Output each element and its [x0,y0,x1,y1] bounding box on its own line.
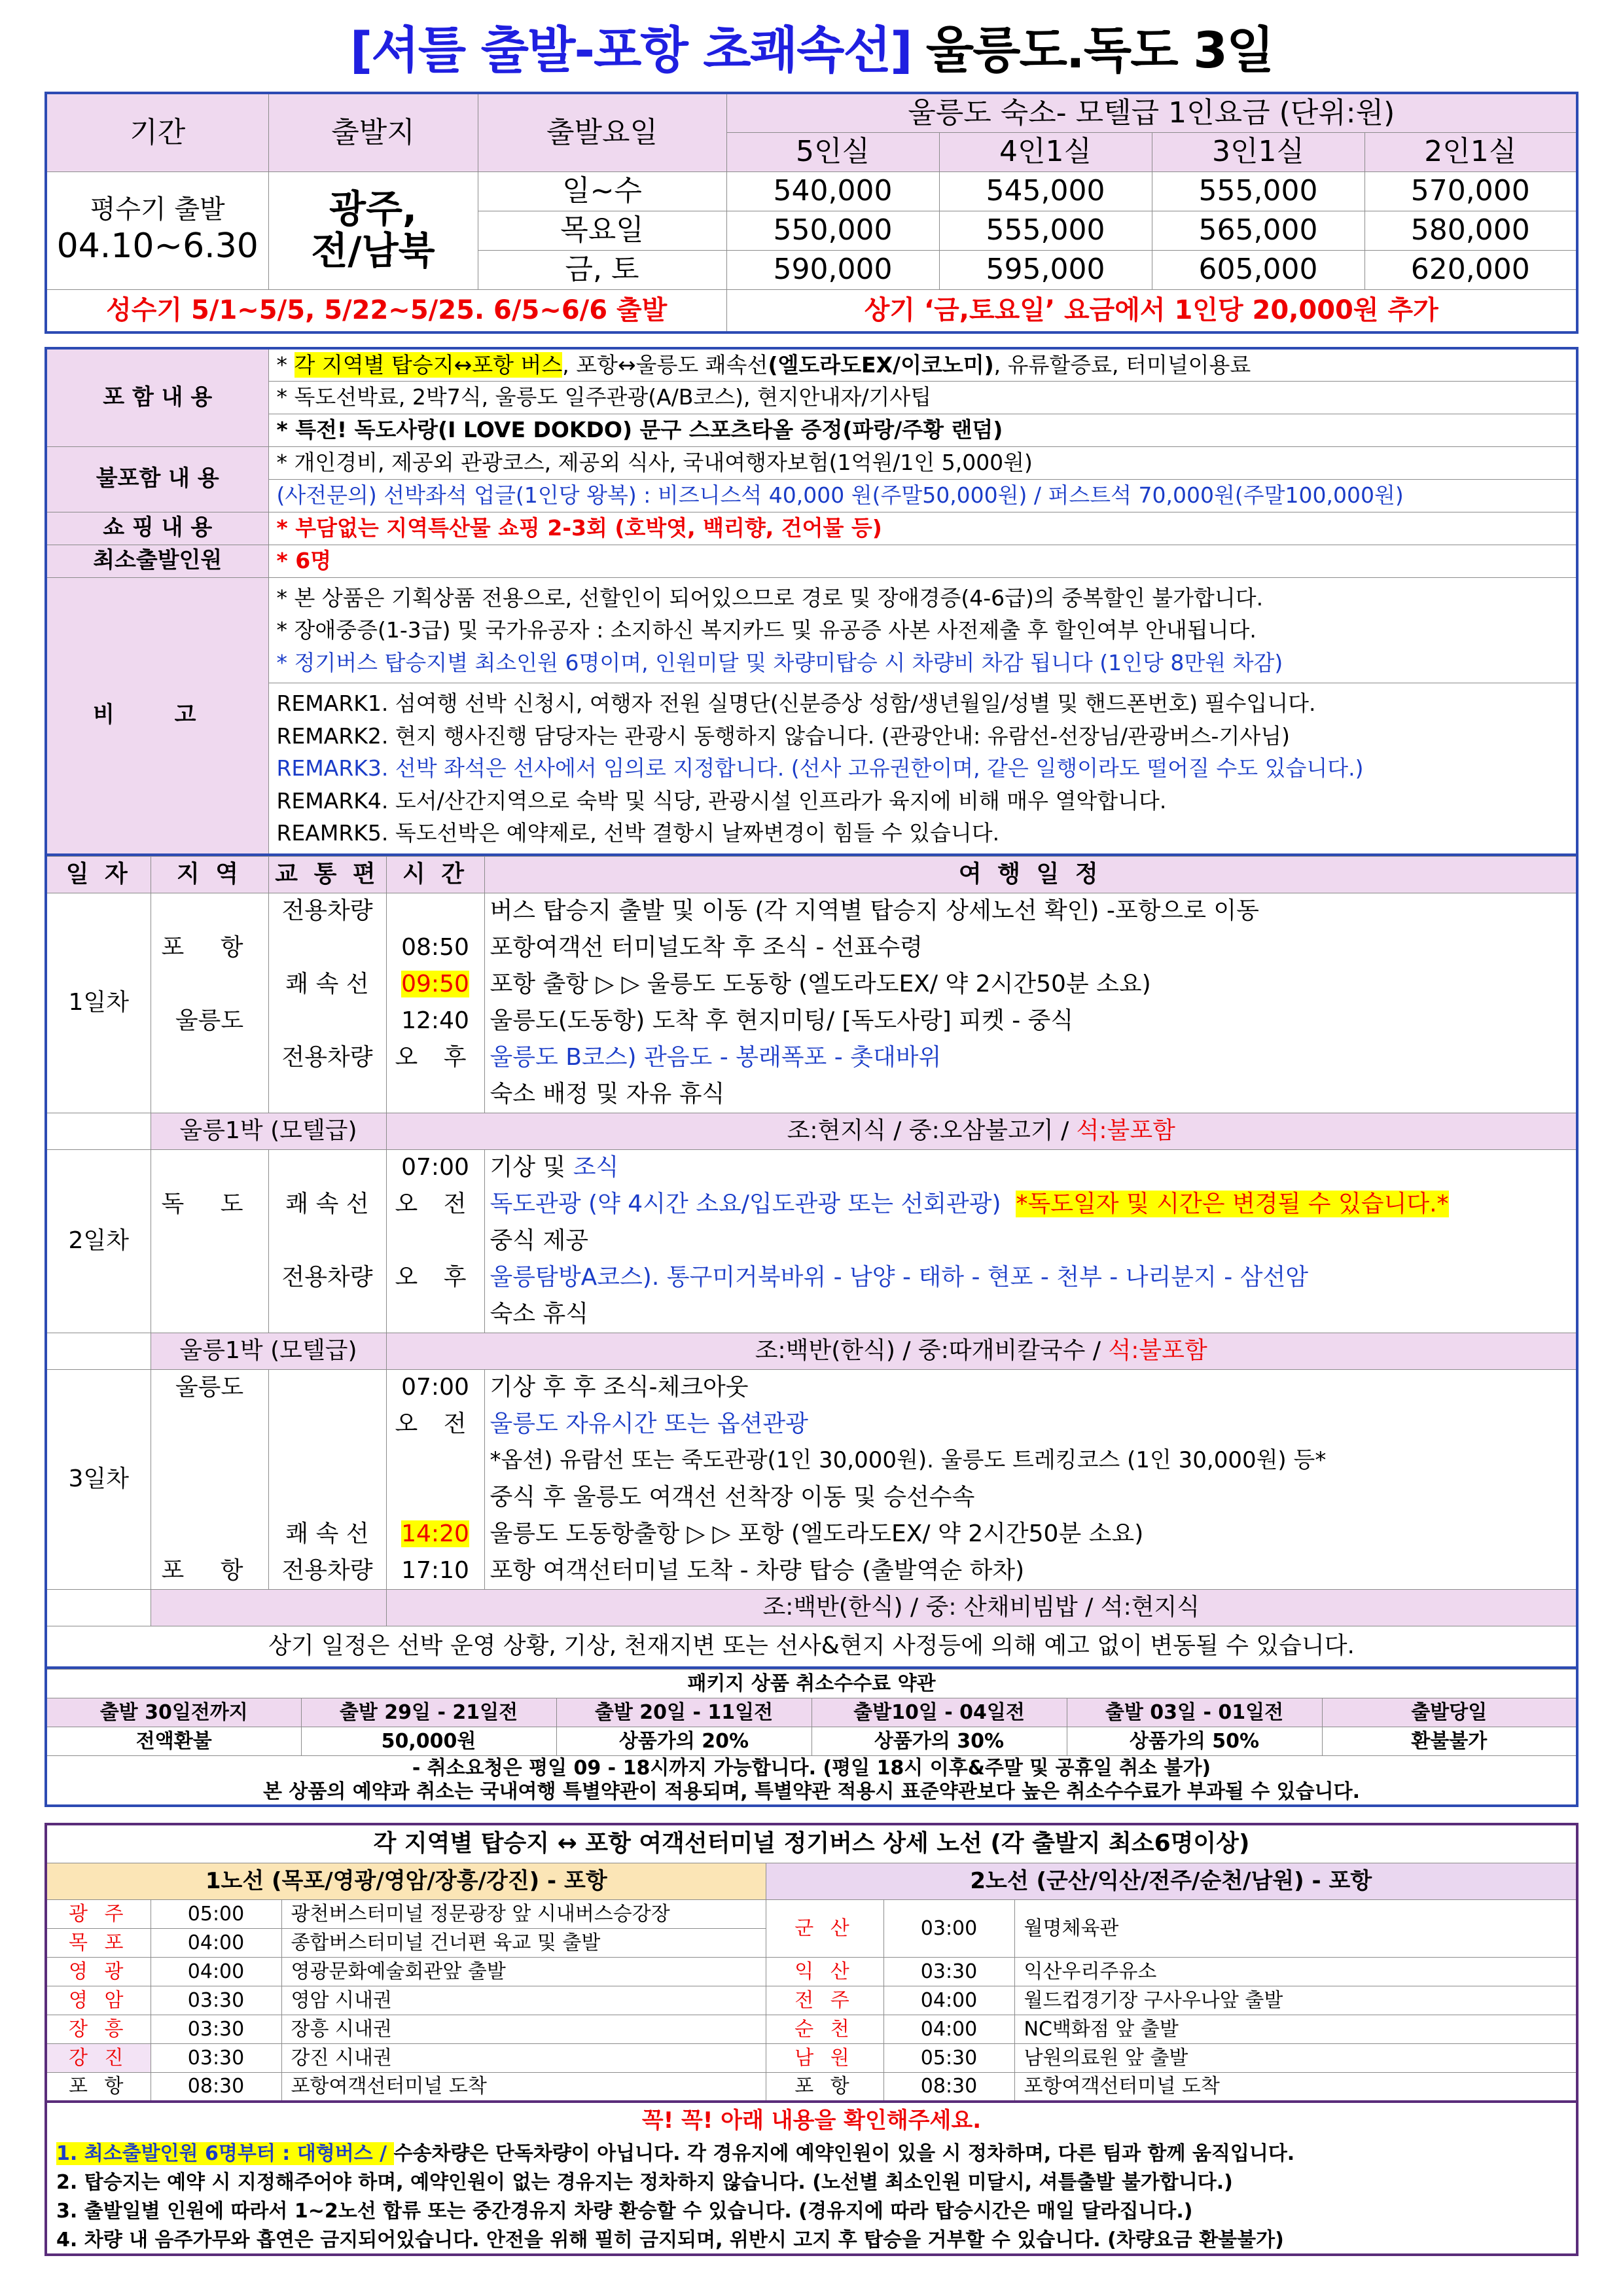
meal-dinner: 석:불포함 [1108,1337,1207,1365]
itinerary-cell: 숙소 휴식 [484,1296,1577,1333]
period-cell [46,171,268,289]
remark-line: REMARK3. 선박 좌석은 선사에서 임의로 지정합니다. (선사 고유권한이며, 같은 일행이라도 떨어질 수도 있습니다.) [276,755,1364,781]
time-cell [386,1443,484,1479]
stop-place: 익산우리주유소 [1014,1958,1577,1986]
notice-text: 수송차량은 단독차량이 아닙니다. 각 경유지에 예약인원이 있을 시 정차하며, 다른 팀과 함께 움직입니다. [393,2142,1295,2165]
price-cell: 620,000 [1364,250,1577,289]
info-table [45,347,1578,856]
cancel-title: 패키지 상품 취소수수료 약관 [46,1670,1577,1698]
itinerary-cell: 울릉도 B코스) 관음도 - 봉래폭포 - 촛대바위 [484,1039,1577,1076]
min-text: * 6명 [268,545,1577,577]
region-cell [151,893,268,929]
stop-time: 04:00 [883,1986,1014,2015]
th-room-5: 5인실 [726,132,939,171]
region-cell [151,1296,268,1333]
region-cell [151,1479,268,1516]
region-cell: 울릉도 [151,1369,268,1406]
transport-cell [268,1223,386,1259]
stop-city: 강 진 [46,2044,151,2073]
remark-block [268,683,1577,855]
region-cell: 포 항 [151,929,268,966]
time-cell [386,893,484,929]
peak-season: 성수기 5/1~5/5, 5/22~5/25. 6/5~6/6 출발 [46,289,726,332]
region-cell [151,1259,268,1296]
itinerary-cell: 숙소 배정 및 자유 휴식 [484,1076,1577,1113]
note-block [268,577,1577,683]
stop-city: 익 산 [766,1958,883,1986]
sched-h-region: 지 역 [151,856,268,893]
stop-place: 월드컵경기장 구사우나앞 출발 [1014,1986,1577,2015]
time-cell [386,1296,484,1333]
stop-place: 포항여객선터미널 도착 [1014,2073,1577,2102]
meal-cell [386,1113,1577,1149]
itinerary-cell [484,1149,1577,1186]
itinerary-cell: 기상 후 후 조식-체크아웃 [484,1369,1577,1406]
price-cell: 605,000 [1152,250,1364,289]
price-cell: 550,000 [726,211,939,250]
incl-line2: * 독도선박료, 2박7식, 울릉도 일주관광(A/B코스), 현지안내자/기사팁 [268,381,1577,414]
incl-line3: * 특전! 독도사랑(I LOVE DOKDO) 문구 스포츠타올 증정(파랑/주황 랜덤) [268,414,1577,446]
stop-city: 포 항 [766,2073,883,2102]
price-cell: 595,000 [939,250,1152,289]
sched-h-time: 시 간 [386,856,484,893]
stop-time: 03:30 [151,2015,281,2044]
stop-time: 03:30 [883,1958,1014,1986]
it-text: 기상 및 [490,1154,573,1181]
transport-cell [268,1149,386,1186]
remark-line: REAMRK5. 독도선박은 예약제로, 선박 결항시 날짜변경이 힘들 수 있습니다. [276,820,1000,846]
transport-cell: 전용차량 [268,1259,386,1296]
th-day: 출발요일 [478,93,726,171]
transport-cell [268,1369,386,1406]
price-cell: 555,000 [939,211,1152,250]
stop-place: 광천버스터미널 정문광장 앞 시내버스승강장 [281,1900,766,1929]
remark-line: REMARK2. 현지 행사진행 담당자는 관광시 동행하지 않습니다. (관광안내: 유람선-선장님/관광버스-기사님) [276,723,1290,749]
route2-title: 2노선 (군산/익산/전주/순천/남원) - 포항 [766,1863,1577,1900]
stop-time: 04:00 [883,2015,1014,2044]
itinerary-cell: 포항 출항 ▷ ▷ 울릉도 도동항 (엘도라도EX/ 약 2시간50분 소요) [484,966,1577,1003]
cancel-note1: - 취소요청은 평일 09 - 18시까지 가능합니다. (평일 18시 이후&주말 및 공휴일 취소 불가) [412,1756,1211,1780]
time-cell [386,1076,484,1113]
stay-cell: 울릉1박 (모텔급) [151,1113,386,1149]
stop-place: 강진 시내권 [281,2044,766,2073]
incl-bullet: * [276,351,294,378]
price-cell: 590,000 [726,250,939,289]
cancel-v: 상품가의 50% [1067,1727,1322,1756]
meal-dinner: 석:불포함 [1076,1117,1175,1145]
transport-cell: 쾌 속 선 [268,1516,386,1552]
cancel-h: 출발10일 - 04일전 [812,1698,1067,1727]
cancel-v: 환불불가 [1322,1727,1577,1756]
incl-ship: (엘도라도EX/이코노미) [768,351,994,378]
transport-cell [268,929,386,966]
time-cell: 17:10 [386,1552,484,1589]
stop-city: 전 주 [766,1986,883,2015]
stop-time: 04:00 [151,1958,281,1986]
time-cell: 오 후 [386,1039,484,1076]
stop-city: 장 흥 [46,2015,151,2044]
th-room: 울릉도 숙소- 모텔급 1인요금 (단위:원) [726,93,1577,132]
period-dates: 04.10~6.30 [56,226,259,266]
itinerary-cell: 포항여객선 터미널도착 후 조식 - 선표수령 [484,929,1577,966]
peak-surcharge: 상기 ‘금,토요일’ 요금에서 1인당 20,000원 추가 [726,289,1577,332]
stay-cell: 울릉1박 (모텔급) [151,1333,386,1369]
cancel-table [45,1669,1578,1807]
region-cell [151,1039,268,1076]
price-cell: 555,000 [1152,171,1364,211]
cancel-v: 상품가의 20% [556,1727,812,1756]
itinerary-cell: *옵션) 유람선 또는 죽도관광(1인 30,000원). 울릉도 트레킹코스 (1인 30,000원) 등* [484,1443,1577,1479]
schedule-table [45,856,1578,1670]
stop-place: 남원의료원 앞 출발 [1014,2044,1577,2073]
time-cell: 08:50 [386,929,484,966]
note-label: 비 고 [46,577,268,855]
th-room-2: 2인1실 [1364,132,1577,171]
itinerary-cell: 버스 탑승지 출발 및 이동 (각 지역별 탑승지 상세노선 확인) -포항으로 이동 [484,893,1577,929]
cancel-v: 50,000원 [301,1727,556,1756]
notice-line1 [47,2138,1576,2167]
excl-prefix: (사전문의) [276,482,377,508]
return-time: 14:20 [401,1520,469,1548]
price-table [45,92,1578,334]
routes-table [45,1823,1578,2103]
note-line: * 정기버스 탑승지별 최소인원 6명이며, 인원미달 및 차량미탑승 시 차량비 차감 됩니다 (1인당 8만원 차감) [276,649,1283,675]
region-cell: 포 항 [151,1552,268,1589]
notice-line4: 4. 차량 내 음주가무와 흡연은 금지되어있습니다. 안전을 위해 필히 금지되며, 위반시 고지 후 탑승을 거부할 수 있습니다. (차량요금 환불불가) [56,2228,1284,2251]
note-line: * 본 상품은 기획상품 전용으로, 선할인이 되어있으므로 경로 및 장애경증(4-6급)의 중복할인 불가합니다. [276,584,1264,611]
transport-cell [268,1296,386,1333]
cancel-notes [46,1756,1577,1806]
origin-cell [268,171,478,289]
notice-box [45,2103,1578,2256]
excl-label: 불포함 내 용 [46,446,268,512]
meal-text: 조:현지식 / 중:오삼불고기 / [787,1117,1077,1145]
itinerary-cell: 울릉도 자유시간 또는 옵션관광 [484,1406,1577,1443]
time-cell: 12:40 [386,1003,484,1039]
region-cell [151,966,268,1003]
sched-h-day: 일 자 [46,856,151,893]
stop-time: 08:30 [883,2073,1014,2102]
stop-time: 05:30 [883,2044,1014,2073]
stop-city: 광 주 [46,1900,151,1929]
incl-label: 포 함 내 용 [46,348,268,446]
cancel-v: 상품가의 30% [812,1727,1067,1756]
excl-line2 [268,479,1577,512]
incl-part: , 유류할증료, 터미널이용료 [993,351,1251,378]
region-cell [151,1516,268,1552]
route1-title: 1노선 (목포/영광/영암/장흥/강진) - 포항 [46,1863,766,1900]
stay-cell [151,1589,386,1626]
transport-cell [268,1003,386,1039]
day2-label: 2일차 [46,1149,151,1333]
meal-cell: 조:백반(한식) / 중: 산채비빔밥 / 석:현지식 [386,1589,1577,1626]
notice-line2: 2. 탑승지는 예약 시 지정해주어야 하며, 예약인원이 없는 경유지는 정차하지 않습니다. (노선별 최소인원 미달시, 셔틀출발 불가합니다.) [56,2170,1233,2194]
th-room-4: 4인1실 [939,132,1152,171]
stop-place: 장흥 시내권 [281,2015,766,2044]
stop-place: 포항여객선터미널 도착 [281,2073,766,2102]
day-cell: 금, 토 [478,250,726,289]
stop-time: 08:30 [151,2073,281,2102]
schedule-footer: 상기 일정은 선박 운영 상황, 기상, 천재지변 또는 선사&현지 사정등에 의해 예고 없이 변동될 수 있습니다. [46,1626,1577,1668]
th-origin: 출발지 [268,93,478,171]
note-line: * 장애중증(1-3급) 및 국가유공자 : 소지하신 복지카드 및 유공증 사본 사전제출 후 할인여부 안내됩니다. [276,617,1257,643]
time-cell: 07:00 [386,1149,484,1186]
time-cell: 오 후 [386,1259,484,1296]
stop-time: 03:00 [883,1900,1014,1958]
notice-head: 꼭! 꼭! 아래 내용을 확인해주세요. [47,2103,1576,2138]
page [45,0,1578,2256]
time-cell: 오 전 [386,1406,484,1443]
excl-line1: * 개인경비, 제공외 관광코스, 제공외 식사, 국내여행자보험(1억원/1인 5,000원) [268,446,1577,479]
time-cell [386,1479,484,1516]
title-right: 울릉도.독도 3일 [925,20,1274,79]
incl-part: , 포항↔울릉도 쾌속선 [562,351,768,378]
stop-city: 영 암 [46,1986,151,2015]
sched-h-itinerary: 여 행 일 정 [484,856,1577,893]
itinerary-cell [484,1186,1577,1223]
stop-city: 영 광 [46,1958,151,1986]
min-label: 최소출발인원 [46,545,268,577]
itinerary-cell: 중식 후 울릉도 여객선 선착장 이동 및 승선수속 [484,1479,1577,1516]
transport-cell: 쾌 속 선 [268,1186,386,1223]
stop-city: 포 항 [46,2073,151,2102]
remark-line: REMARK1. 섬여행 선박 신청시, 여행자 전원 실명단(신분증상 성함/생년월일/성별 및 핸드폰번호) 필수입니다. [276,691,1316,716]
time-cell [386,1223,484,1259]
stop-time: 05:00 [151,1900,281,1929]
region-cell: 울릉도 [151,1003,268,1039]
price-cell: 570,000 [1364,171,1577,211]
transport-cell: 전용차량 [268,1552,386,1589]
origin-line2: 전/남북 [311,228,435,273]
excl-upgrade: 선박좌석 업글(1인당 왕복) : 비즈니스석 40,000 원(주말50,000원) / 퍼스트석 70,000원(주말100,000원) [376,482,1404,508]
meal-text: 조:백반(한식) / 중:따개비칼국수 / [755,1337,1109,1365]
itinerary-cell: 울릉도(도동항) 도착 후 현지미팅/ [독도사랑] 피켓 - 중식 [484,1003,1577,1039]
origin-line1: 광주, [329,187,418,232]
price-cell: 580,000 [1364,211,1577,250]
transport-cell: 쾌 속 선 [268,966,386,1003]
it-dokdo-warning: *독도일자 및 시간은 변경될 수 있습니다.* [1016,1191,1449,1218]
time-cell: 오 전 [386,1186,484,1223]
itinerary-cell: 중식 제공 [484,1223,1577,1259]
itinerary-cell: 포항 여객선터미널 도착 - 차량 탑승 (출발역순 하차) [484,1552,1577,1589]
day-cell: 일~수 [478,171,726,211]
stop-time: 03:30 [151,2044,281,2073]
day1-label: 1일차 [46,893,151,1113]
stop-place: 종합버스터미널 건너편 육교 및 출발 [281,1929,766,1958]
region-cell: 독 도 [151,1186,268,1223]
stop-city: 목 포 [46,1929,151,1958]
stop-city: 군 산 [766,1900,883,1958]
transport-cell [268,1076,386,1113]
cancel-h: 출발 30일전까지 [46,1698,301,1727]
stop-place: 영암 시내권 [281,1986,766,2015]
title-left: [셔틀 출발-포항 초쾌속선] [349,20,912,79]
day-cell [46,1589,151,1626]
transport-cell [268,1406,386,1443]
transport-cell: 전용차량 [268,1039,386,1076]
shop-text: * 부담없는 지역특산물 쇼핑 2-3회 (호박엿, 백리향, 건어물 등) [268,512,1577,545]
cancel-v: 전액환불 [46,1727,301,1756]
th-period: 기간 [46,93,268,171]
region-cell [151,1443,268,1479]
stop-time: 03:30 [151,1986,281,2015]
transport-cell [268,1443,386,1479]
cancel-h: 출발 03일 - 01일전 [1067,1698,1322,1727]
routes-title: 각 지역별 탑승지 ↔ 포항 여객선터미널 정기버스 상세 노선 (각 출발지 최소6명이상) [46,1824,1577,1863]
page-title [45,0,1578,92]
region-cell [151,1223,268,1259]
time-cell [386,1516,484,1552]
sched-h-transport: 교 통 편 [268,856,386,893]
stop-city: 남 원 [766,2044,883,2073]
cancel-h: 출발당일 [1322,1698,1577,1727]
cancel-h: 출발 29일 - 21일전 [301,1698,556,1727]
time-cell [386,966,484,1003]
cancel-note2: 본 상품의 예약과 취소는 국내여행 특별약관이 적용되며, 특별약관 적용시 표준약관보다 높은 취소수수료가 부과될 수 있습니다. [263,1780,1360,1803]
stop-city: 순 천 [766,2015,883,2044]
remark-line: REMARK4. 도서/산간지역으로 숙박 및 식당, 관광시설 인프라가 육지에 비해 매우 열악합니다. [276,787,1167,814]
stop-place: NC백화점 앞 출발 [1014,2015,1577,2044]
it-dokdo: 독도관광 (약 4시간 소요/입도관광 또는 선회관광) [490,1191,1001,1218]
it-breakfast: 조식 [573,1154,619,1181]
meal-cell [386,1333,1577,1369]
incl-highlight: 각 지역별 탑승지↔포항 버스 [294,351,563,378]
incl-line1 [268,348,1577,381]
time-cell: 07:00 [386,1369,484,1406]
itinerary-cell: 울릉탐방A코스). 통구미거북바위 - 남양 - 태하 - 현포 - 천부 - 나리분지 - 삼선암 [484,1259,1577,1296]
day-cell [46,1113,151,1149]
cancel-h: 출발 20일 - 11일전 [556,1698,812,1727]
stop-place: 월명체육관 [1014,1900,1577,1958]
region-cell [151,1149,268,1186]
day3-label: 3일차 [46,1369,151,1589]
stop-place: 영광문화예술회관앞 출발 [281,1958,766,1986]
depart-time: 09:50 [401,971,469,998]
stop-time: 04:00 [151,1929,281,1958]
period-label: 평수기 출발 [90,194,225,225]
day-cell: 목요일 [478,211,726,250]
price-cell: 540,000 [726,171,939,211]
shop-label: 쇼 핑 내 용 [46,512,268,545]
transport-cell: 전용차량 [268,893,386,929]
th-room-3: 3인1실 [1152,132,1364,171]
notice-min-highlight: 1. 최소출발인원 6명부터 : 대형버스 / [56,2142,394,2165]
region-cell [151,1076,268,1113]
price-cell: 545,000 [939,171,1152,211]
transport-cell [268,1479,386,1516]
itinerary-cell: 울릉도 도동항출항 ▷ ▷ 포항 (엘도라도EX/ 약 2시간50분 소요) [484,1516,1577,1552]
price-cell: 565,000 [1152,211,1364,250]
day-cell [46,1333,151,1369]
region-cell [151,1406,268,1443]
notice-line3: 3. 출발일별 인원에 따라서 1~2노선 합류 또는 중간경유지 차량 환승할 수 있습니다. (경유지에 따라 탑승시간은 매일 달라집니다.) [56,2199,1193,2223]
